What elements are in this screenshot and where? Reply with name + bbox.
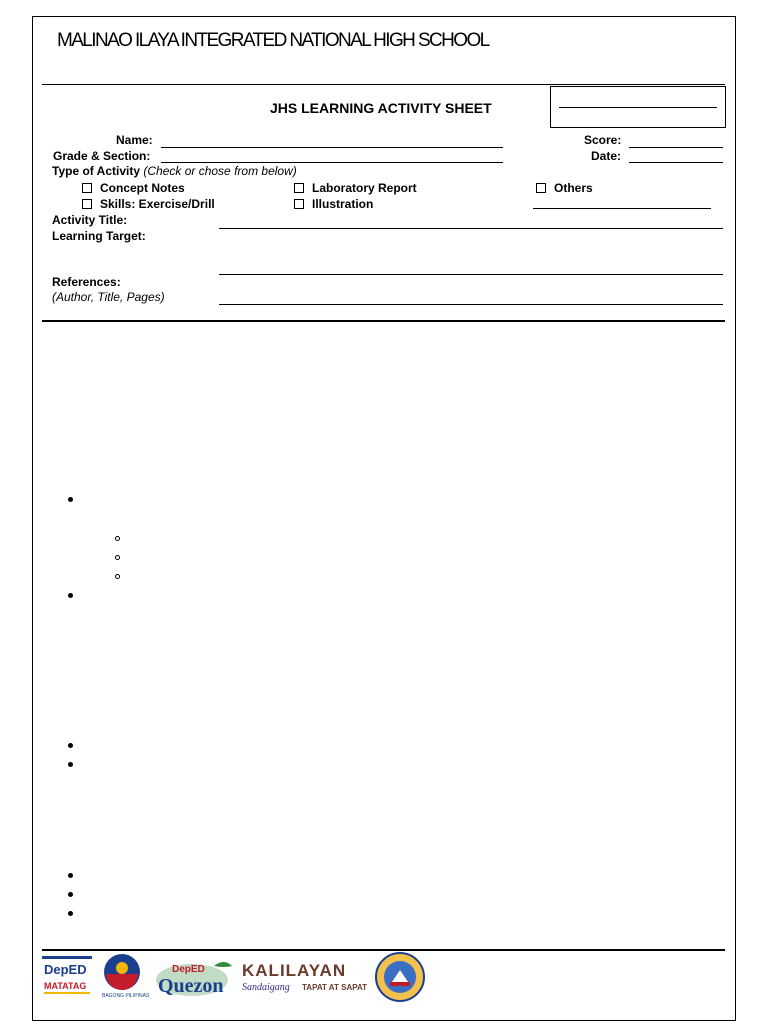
option-others[interactable]: [536, 181, 593, 195]
option-skills[interactable]: [82, 197, 215, 211]
option-lab-report[interactable]: [294, 181, 417, 195]
school-name: MALINAO ILAYA INTEGRATED NATIONAL HIGH SCHOOL: [57, 30, 489, 51]
list-bullet: [68, 762, 73, 767]
learning-target-field[interactable]: [219, 274, 723, 275]
type-label: Type of Activity: [52, 164, 141, 178]
list-bullet: [68, 743, 73, 748]
option-label: Skills: Exercise/Drill: [100, 197, 215, 211]
svg-text:Sandaigang: Sandaigang: [242, 982, 290, 993]
section-divider: [42, 320, 725, 322]
activity-title-field[interactable]: [219, 228, 723, 229]
references-label: References:: [52, 275, 121, 289]
svg-text:Quezon: Quezon: [158, 975, 224, 997]
checkbox-icon[interactable]: [294, 199, 304, 209]
header-divider: [42, 84, 725, 85]
list-bullet: [68, 593, 73, 598]
others-field[interactable]: [533, 208, 711, 209]
sheet-title: JHS LEARNING ACTIVITY SHEET: [270, 100, 492, 116]
option-label: Others: [554, 181, 593, 195]
option-label: Laboratory Report: [312, 181, 417, 195]
checkbox-icon[interactable]: [536, 183, 546, 193]
sub-list-bullet: [115, 555, 120, 560]
score-box[interactable]: [550, 86, 726, 128]
svg-text:KALILAYAN: KALILAYAN: [242, 961, 347, 980]
grade-section-label: Grade & Section:: [53, 149, 151, 163]
activity-title-label: Activity Title:: [52, 213, 128, 227]
name-field[interactable]: [161, 147, 503, 148]
learning-target-label: Learning Target:: [52, 229, 146, 243]
date-label: Date:: [591, 149, 622, 163]
deped-quezon-logo: [154, 956, 234, 998]
list-bullet: [68, 892, 73, 897]
sub-list-bullet: [115, 574, 120, 579]
svg-text:DepED: DepED: [172, 964, 205, 975]
grade-section-field[interactable]: [161, 162, 503, 163]
option-label: Illustration: [312, 197, 374, 211]
checkbox-icon[interactable]: [82, 183, 92, 193]
score-field[interactable]: [629, 147, 723, 148]
kalilayan-logo: [240, 960, 370, 994]
footer-divider: [42, 949, 725, 951]
option-illustration[interactable]: [294, 197, 373, 211]
school-seal-logo: [374, 952, 426, 1002]
svg-text:MATATAG: MATATAG: [44, 981, 87, 991]
list-bullet: [68, 911, 73, 916]
option-label: Concept Notes: [100, 181, 185, 195]
references-hint: (Author, Title, Pages): [52, 290, 165, 304]
list-bullet: [68, 873, 73, 878]
type-of-activity-label: [52, 164, 297, 178]
option-concept-notes[interactable]: [82, 181, 185, 195]
date-field[interactable]: [629, 162, 723, 163]
references-field[interactable]: [219, 304, 723, 305]
type-hint: (Check or chose from below): [143, 164, 297, 178]
checkbox-icon[interactable]: [82, 199, 92, 209]
svg-text:TAPAT AT SAPAT: TAPAT AT SAPAT: [302, 983, 368, 992]
score-label: Score:: [584, 133, 622, 147]
deped-matatag-logo: [42, 956, 92, 998]
svg-text:BAGONG PILIPINAS: BAGONG PILIPINAS: [102, 993, 150, 999]
sub-list-bullet: [115, 536, 120, 541]
footer-logos: [42, 952, 442, 1002]
name-label: Name:: [116, 133, 153, 147]
checkbox-icon[interactable]: [294, 183, 304, 193]
list-bullet: [68, 497, 73, 502]
svg-text:DepED: DepED: [44, 962, 87, 977]
